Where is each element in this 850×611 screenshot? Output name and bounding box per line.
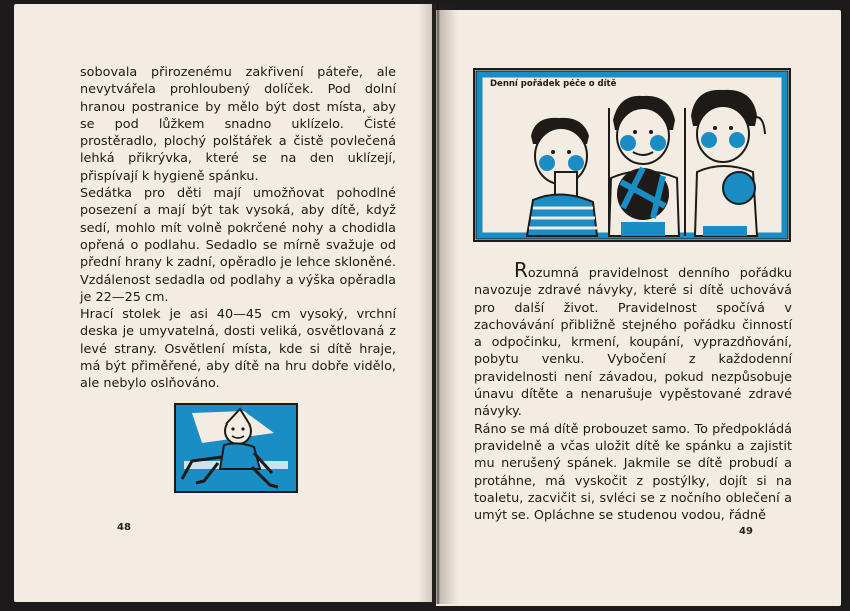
paragraph [474,258,792,421]
page-number-right: 49 [739,526,753,537]
page-number-left: 48 [117,522,131,533]
paragraph: sobovala přirozenému zakřivení páteře, ale nevytvářela prohloubený dolíček. Pod dolní hranou postranice by mělo být dost místa, aby se pod lůžkem snadno uklízelo. Čisté prostěradlo, plochý polštářek a čistě povlečená lehká přikrývka, které se na den uklízejí, přispívají k hygieně spánku. [80,65,396,184]
paragraph-text: ozumná pravidelnost denního pořádku navozuje zdravé návyky, které si dítě uchovává pro další život. Pravidelnost spočívá v zachovávání přibližně stejného pořádku činností a odpočinku, krmení, koupání, vyprazdňování, pobytu venku. Vybočení z každodenní pravidelnosti není závadou, pokud nezpůsobuje únavu dítěte a nenarušuje vypěstované zdravé návyky. [474,266,792,420]
right-page-text [474,258,792,524]
left-page-text [80,64,396,393]
book-gutter [418,4,458,604]
daily-routine-illustration [473,68,791,242]
paragraph: Ráno se má dítě probouzet samo. To předpokládá pravidelně a včas uložit dítě ke spánku a zajistit mu nerušený spánek. Jakmile se dítě probudí a protáhne, má vyskočit z postýlky, dojít si na toaletu, zacvičit si, svléci se z nočního oblečení a umýt se. Opláchne se studenou vodou, řádně [474,421,792,524]
daily-routine-drawing [473,68,791,242]
drop-cap: R [514,258,528,282]
child-sitting-illustration [174,403,298,493]
paragraph: Hrací stolek je asi 40—45 cm vysoký, vrchní deska je umyvatelná, dosti veliká, osvětlovaná z levé strany. Osvětlení místa, kde si dítě hraje, má být přiměřené, aby dítě na hru dobře vidělo, ale nebylo oslňováno. [80,307,396,392]
paragraph: Sedátka pro děti mají umožňovat pohodlné posezení a mají být tak vysoká, aby dítě, když sedí, mohlo mít volně pokrčené nohy a chodidla opřená o podlahu. Sedadlo se mírně svažuje od přední hrany k zadní, opěradlo je lehce skloněné. Vzdálenost sedadla od podlahy a výška opěradla je 22—25 cm. [80,186,396,305]
illustration-caption: Denní pořádek péče o dítě [490,79,617,89]
